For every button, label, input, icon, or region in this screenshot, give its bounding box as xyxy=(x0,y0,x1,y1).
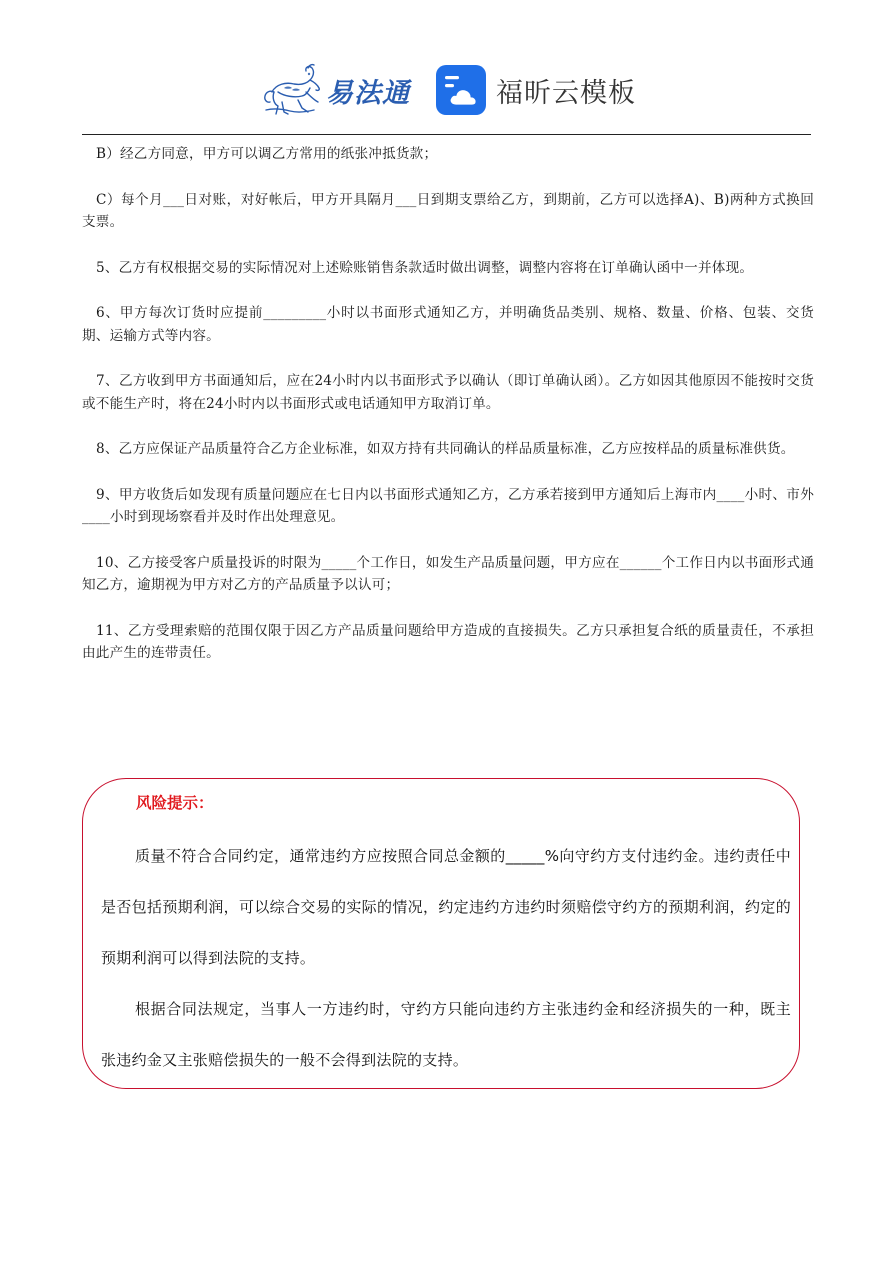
foxit-template-logo xyxy=(436,65,636,115)
risk-notice-paragraph: 质量不符合合同约定，通常违约方应按照合同总金额的_____%向守约方支付违约金。违约责任中是否包括预期利润，可以综合交易的实际的情况，约定违约方违约时须赔偿守约方的预期利润，约定的预期利润可以得到法院的支持。 xyxy=(101,847,791,967)
header-divider xyxy=(82,134,811,135)
clause-paragraph: B）经乙方同意，甲方可以调乙方常用的纸张冲抵货款； xyxy=(96,146,438,162)
risk-notice-title: 风险提示： xyxy=(136,794,214,812)
clause-paragraph: 6、甲方每次订货时应提前_________小时以书面形式通知乙方，并明确货品类别、规格、数量、价格、包装、交货期、运输方式等内容。 xyxy=(82,305,814,344)
clause-paragraph: C）每个月___日对账，对好帐后，甲方开具隔月___日到期支票给乙方，到期前，乙方可以选择A)、B)两种方式换回支票。 xyxy=(82,191,814,230)
clause-paragraph: 10、乙方接受客户质量投诉的时限为_____个工作日，如发生产品质量问题，甲方应在______个工作日内以书面形式通知乙方，逾期视为甲方对乙方的产品质量予以认可； xyxy=(82,554,814,593)
yifatong-logo-text: 易法通 xyxy=(326,77,410,109)
qilin-icon xyxy=(262,62,324,118)
clause-paragraph: 5、乙方有权根据交易的实际情况对上述赊账销售条款适时做出调整，调整内容将在订单确认函中一并体现。 xyxy=(96,259,754,276)
yifatong-logo xyxy=(262,62,410,118)
cloud-document-icon xyxy=(436,65,486,115)
clause-paragraph: 9、甲方收货后如发现有质量问题应在七日内以书面形式通知乙方，乙方承若接到甲方通知后上海市内____小时、市外____小时到现场察看并及时作出处理意见。 xyxy=(82,486,814,525)
risk-notice-text xyxy=(101,831,791,1086)
contract-body xyxy=(82,143,814,688)
clause-paragraph: 11、乙方受理索赔的范围仅限于因乙方产品质量问题给甲方造成的直接损失。乙方只承担复合纸的质量责任，不承担由此产生的连带责任。 xyxy=(82,622,814,661)
foxit-template-logo-text: 福昕云模板 xyxy=(496,77,636,109)
clause-paragraph: 7、乙方收到甲方书面通知后，应在24小时内以书面形式予以确认（即订单确认函）。乙方如因其他原因不能按时交货或不能生产时，将在24小时内以书面形式或电话通知甲方取消订单。 xyxy=(82,373,814,412)
clause-paragraph: 8、乙方应保证产品质量符合乙方企业标准，如双方持有共同确认的样品质量标准，乙方应按样品的质量标准供货。 xyxy=(96,441,795,457)
risk-notice-paragraph: 根据合同法规定，当事人一方违约时，守约方只能向违约方主张违约金和经济损失的一种，既主张违约金又主张赔偿损失的一般不会得到法院的支持。 xyxy=(101,1000,791,1069)
risk-notice-box xyxy=(82,778,800,1089)
page-header xyxy=(0,56,893,126)
